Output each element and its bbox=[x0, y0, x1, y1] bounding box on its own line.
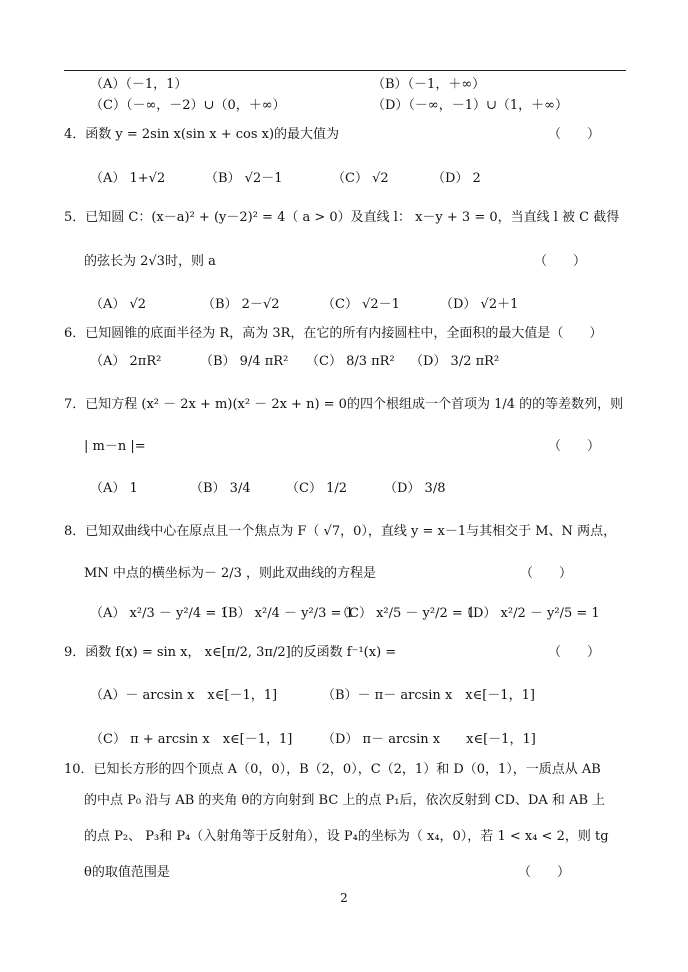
q3-option-c: （C）（－∞，－2）∪（0，＋∞） bbox=[90, 98, 286, 113]
q7-option-d: （D） 3/8 bbox=[384, 481, 446, 496]
q4-option-b: （B） √2－1 bbox=[205, 171, 283, 186]
q10-line1: 10．已知长方形的四个顶点 A（0，0），B（2，0），C（2，1）和 D（0，1），一质点从 AB bbox=[64, 762, 601, 777]
q5-option-b: （B） 2－√2 bbox=[202, 297, 280, 312]
q7-option-b: （B） 3/4 bbox=[190, 481, 251, 496]
q5-stem-line2: 的弦长为 2√3时，则 a bbox=[84, 254, 216, 269]
q4-option-d: （D） 2 bbox=[432, 171, 481, 186]
q4-stem: 4．函数 y = 2sin x(sin x + cos x)的最大值为 bbox=[64, 127, 340, 142]
q6-option-a: （A） 2πR² bbox=[90, 354, 162, 369]
page-number: 2 bbox=[340, 891, 348, 905]
q6-option-d: （D） 3/2 πR² bbox=[410, 354, 500, 369]
q5-option-c: （C） √2－1 bbox=[322, 297, 400, 312]
q8-stem-line2: MN 中点的横坐标为－ 2/3 ，则此双曲线的方程是 bbox=[84, 566, 377, 581]
q10-line4: θ的取值范围是 bbox=[84, 865, 170, 880]
q5-option-a: （A） √2 bbox=[90, 297, 147, 312]
q6-stem: 6．已知圆锥的底面半径为 R，高为 3R，在它的所有内接圆柱中，全面积的最大值是（ ） bbox=[64, 326, 603, 341]
q3-option-a: （A）（－1，1） bbox=[90, 77, 188, 92]
q5-option-d: （D） √2＋1 bbox=[440, 297, 519, 312]
q8-option-b: （B） x²/4 － y²/3 = 1 bbox=[215, 606, 354, 621]
q7-stem-line2: | m－n |= bbox=[84, 439, 146, 454]
q9-option-d: （D） π－ arcsin x x∈[－1，1] bbox=[322, 732, 536, 747]
q7-option-a: （A） 1 bbox=[90, 481, 138, 496]
q10-answer-paren: （ ） bbox=[518, 865, 571, 880]
q8-option-a: （A） x²/3 － y²/4 = 1 bbox=[90, 606, 229, 621]
q7-stem-line1: 7．已知方程 (x² － 2x + m)(x² － 2x + n) = 0的四个根组成一个首项为 1/4 的的等差数列，则 bbox=[64, 397, 624, 412]
q7-option-c: （C） 1/2 bbox=[286, 481, 348, 496]
q9-stem: 9．函数 f(x) = sin x， x∈[π/2, 3π/2]的反函数 f⁻¹(x) = bbox=[64, 645, 397, 660]
q5-stem-line1: 5．已知圆 C：(x－a)² + (y－2)² = 4（ a > 0）及直线 l： x－y + 3 = 0，当直线 l 被 C 截得 bbox=[64, 210, 620, 225]
q9-answer-paren: （ ） bbox=[548, 645, 601, 660]
q9-option-a: （A）－ arcsin x x∈[－1，1] bbox=[90, 688, 278, 703]
q8-stem-line1: 8．已知双曲线中心在原点且一个焦点为 F（ √7，0），直线 y = x－1与其相交于 M、N 两点， bbox=[64, 524, 617, 539]
q9-option-c: （C） π + arcsin x x∈[－1，1] bbox=[90, 732, 293, 747]
q8-option-d: （D） x²/2 － y²/5 = 1 bbox=[460, 606, 600, 621]
q10-line2: 的中点 P₀ 沿与 AB 的夹角 θ的方向射到 BC 上的点 P₁后，依次反射到 CD、DA 和 AB 上 bbox=[84, 793, 606, 808]
q5-answer-paren: （ ） bbox=[534, 254, 587, 269]
header-rule bbox=[64, 70, 626, 71]
q8-option-c: （C） x²/5 － y²/2 = 1 bbox=[336, 606, 476, 621]
q10-line3: 的点 P₂、 P₃和 P₄（入射角等于反射角），设 P₄的坐标为（ x₄，0），若 1 < x₄ < 2，则 tg bbox=[84, 829, 609, 844]
q9-option-b: （B）－ π－ arcsin x x∈[－1，1] bbox=[322, 688, 535, 703]
q8-answer-paren: （ ） bbox=[520, 566, 573, 581]
q6-option-c: （C） 8/3 πR² bbox=[306, 354, 395, 369]
q6-option-b: （B） 9/4 πR² bbox=[200, 354, 289, 369]
q3-option-b: （B）（－1，＋∞） bbox=[372, 77, 486, 92]
q4-option-a: （A） 1+√2 bbox=[90, 171, 166, 186]
q4-answer-paren: （ ） bbox=[548, 127, 601, 142]
q3-option-d: （D）（－∞，－1）∪（1，＋∞） bbox=[372, 98, 569, 113]
q4-option-c: （C） √2 bbox=[332, 171, 389, 186]
q7-answer-paren: （ ） bbox=[548, 439, 601, 454]
